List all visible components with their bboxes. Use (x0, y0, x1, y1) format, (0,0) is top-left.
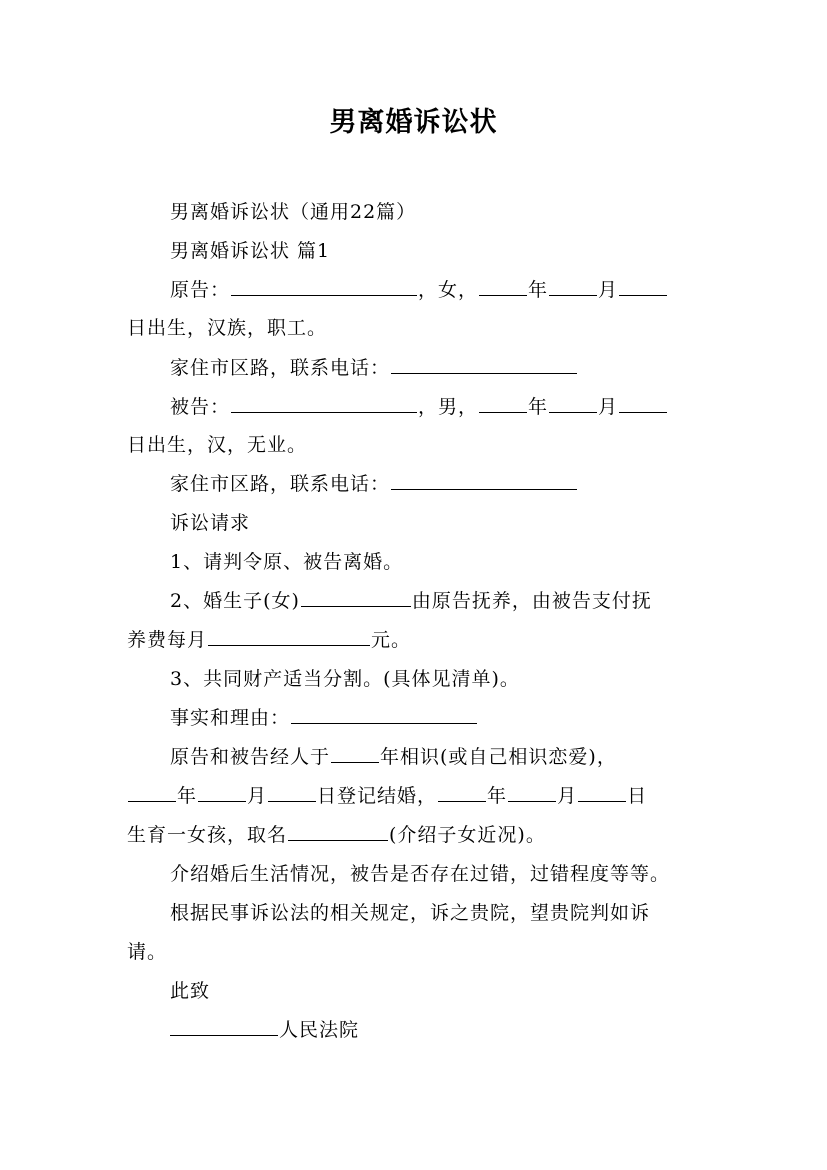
facts-heading-line (170, 704, 710, 732)
plaintiff-year-blank (479, 276, 527, 296)
facts-line-2 (127, 782, 707, 810)
plaintiff-continued: 日出生，汉族，职工。 (127, 317, 328, 339)
defendant-name-blank (231, 393, 417, 413)
section-heading: 男离婚诉讼状 篇1 (170, 240, 331, 262)
facts-1-prefix: 原告和被告经人于 (170, 746, 331, 768)
claim-2-continued (127, 626, 707, 654)
facts-2-month: 月 (247, 785, 268, 807)
plaintiff-day-blank (619, 276, 667, 296)
plaintiff-name-blank (231, 276, 417, 296)
plaintiff-phone-blank (391, 354, 577, 374)
document-title: 男离婚诉讼状 (329, 107, 498, 138)
claim-2-suffix: 由原告抚养，由被告支付抚 (411, 590, 652, 612)
birth-year-blank (438, 782, 486, 802)
plaintiff-month-label: 月 (598, 279, 619, 301)
facts-line-4: 介绍婚后生活情况，被告是否存在过错，过错程度等等。 (170, 863, 671, 885)
defendant-day-blank (619, 393, 667, 413)
plaintiff-year-label: 年 (528, 279, 549, 301)
defendant-line (170, 393, 710, 421)
plaintiff-line (170, 276, 710, 304)
marriage-year-blank (128, 782, 176, 802)
plaintiff-month-blank (549, 276, 597, 296)
plaintiff-label: 原告： (170, 279, 231, 301)
birth-day-blank (578, 782, 626, 802)
claim-1: 1、请判令原、被告离婚。 (170, 551, 404, 573)
closing-salutation: 此致 (170, 980, 211, 1002)
facts-2-birth-year: 年 (487, 785, 508, 807)
defendant-address: 家住市区路，联系电话： (170, 473, 391, 495)
child-name-blank (301, 587, 411, 607)
facts-2-year: 年 (177, 785, 198, 807)
claim-2-line (170, 587, 710, 615)
claim-2-prefix: 2、婚生子(女) (170, 590, 300, 612)
marriage-month-blank (198, 782, 246, 802)
facts-blank (291, 704, 477, 724)
court-line (170, 1016, 710, 1044)
facts-line-1 (170, 743, 710, 771)
plaintiff-address-line (170, 354, 710, 382)
facts-1-suffix: 年相识(或自己相识恋爱)， (380, 746, 617, 768)
defendant-year-label: 年 (528, 396, 549, 418)
defendant-continued: 日出生，汉，无业。 (127, 434, 308, 456)
defendant-month-blank (549, 393, 597, 413)
court-suffix: 人民法院 (279, 1019, 360, 1041)
claim-2-support-label: 养费每月 (127, 629, 208, 651)
defendant-label: 被告： (170, 396, 231, 418)
plaintiff-address: 家住市区路，联系电话： (170, 357, 391, 379)
facts-line-3 (127, 821, 707, 849)
legal-basis: 根据民事诉讼法的相关规定，诉之贵院，望贵院判如诉 (170, 902, 651, 924)
facts-heading: 事实和理由： (170, 707, 291, 729)
facts-3-suffix: (介绍子女近况)。 (389, 824, 546, 846)
court-name-blank (170, 1016, 278, 1036)
defendant-phone-blank (391, 470, 577, 490)
facts-2-birth-day: 日 (627, 785, 648, 807)
defendant-month-label: 月 (598, 396, 619, 418)
support-amount-blank (208, 626, 370, 646)
facts-3-prefix: 生育一女孩，取名 (127, 824, 288, 846)
plaintiff-gender: ，女， (418, 279, 479, 301)
facts-2-birth-month: 月 (557, 785, 578, 807)
defendant-gender: ，男， (418, 396, 479, 418)
birth-month-blank (508, 782, 556, 802)
facts-2-registered: 日登记结婚， (317, 785, 438, 807)
claim-2-support-unit: 元。 (371, 629, 412, 651)
claims-heading: 诉讼请求 (170, 512, 251, 534)
claim-3: 3、共同财产适当分割。(具体见清单)。 (170, 668, 520, 690)
defendant-year-blank (479, 393, 527, 413)
defendant-address-line (170, 470, 710, 498)
marriage-day-blank (268, 782, 316, 802)
met-year-blank (331, 743, 379, 763)
subtitle: 男离婚诉讼状（通用22篇） (170, 201, 417, 223)
child-named-blank (288, 821, 388, 841)
legal-basis-continued: 请。 (127, 941, 168, 963)
